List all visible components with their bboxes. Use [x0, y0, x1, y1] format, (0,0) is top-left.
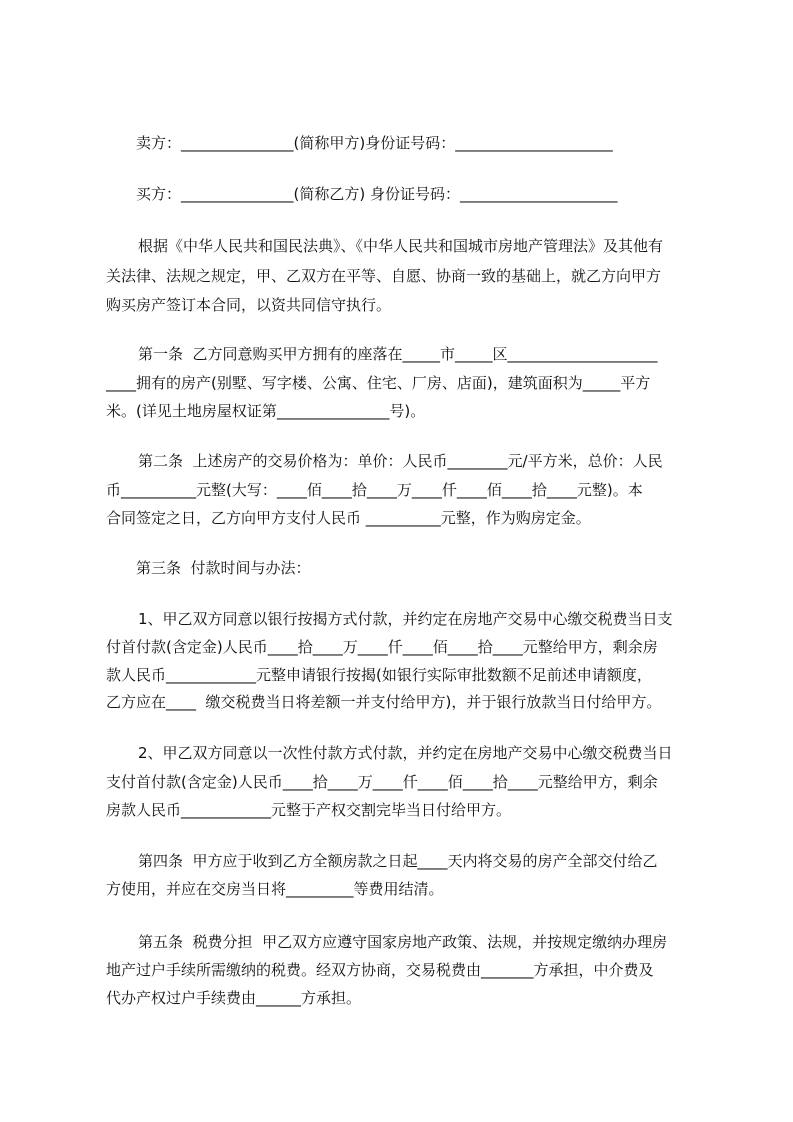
article2-line-1: 第二条 上述房产的交易价格为：单价：人民币________元/平方米，总价：人民	[138, 452, 663, 470]
article2-line-2: 币__________元整(大写：____佰____拾____万____仟____佰____拾____元整)。本	[106, 481, 643, 499]
article4-line-2: 方使用，并应在交房当日将_________等费用结清。	[106, 880, 444, 898]
article1-line-1: 第一条 乙方同意购买甲方拥有的座落在_____市_____区____________________	[138, 345, 658, 363]
article5-line-1: 第五条 税费分担 甲乙双方应遵守国家房地产政策、法规，并按规定缴纳办理房	[138, 933, 668, 951]
article3-item1-line-4: 乙方应在____ 缴交税费当日将差额一并支付给甲方)，并于银行放款当日付给甲方。	[106, 693, 662, 711]
seller-line: 卖方：_______________(简称甲方)身份证号码：_____________________	[136, 134, 613, 152]
article5-line-2: 地产过户手续所需缴纳的税费。经双方协商，交易税费由_______方承担，中介费及	[106, 961, 654, 979]
article3-item1-line-1: 1、甲乙双方同意以银行按揭方式付款，并约定在房地产交易中心缴交税费当日支	[138, 610, 673, 628]
article1-line-2: ____拥有的房产(别墅、写字楼、公寓、住宅、厂房、店面)，建筑面积为_____平方	[106, 374, 651, 392]
article5-line-3: 代办产权过户手续费由______方承担。	[106, 989, 362, 1007]
article3-item1-line-3: 款人民币____________元整申请银行按揭(如银行实际审批数额不足前述申请额度，	[106, 666, 652, 684]
article1-line-3: 米。(详见土地房屋权证第_______________号)。	[106, 402, 426, 420]
article3-item1-line-2: 付首付款(含定金)人民币____拾____万____仟____佰____拾____元整给甲方，剩余房	[106, 638, 658, 656]
article3-item2-line-2: 支付首付款(含定金)人民币____拾____万____仟____佰____拾____元整给甲方，剩余	[106, 773, 658, 791]
preamble-line-1: 根据《中华人民共和国民法典》、《中华人民共和国城市房地产管理法》及其他有	[138, 237, 664, 255]
article4-line-1: 第四条 甲方应于收到乙方全额房款之日起____天内将交易的房产全部交付给乙	[138, 852, 658, 870]
buyer-line: 买方：_______________(简称乙方) 身份证号码：_____________________	[136, 185, 618, 203]
article3-item2-line-1: 2、甲乙双方同意以一次性付款方式付款，并约定在房地产交易中心缴交税费当日	[138, 744, 673, 762]
article3-item2-line-3: 房款人民币____________元整于产权交割完毕当日付给甲方。	[106, 801, 512, 819]
article3-title: 第三条 付款时间与办法：	[136, 559, 311, 577]
preamble-line-2: 关法律、法规之规定，甲、乙双方在平等、自愿、协商一致的基础上，就乙方向甲方	[106, 267, 662, 285]
article2-line-3: 合同签定之日，乙方向甲方支付人民币 __________元整，作为购房定金。	[106, 509, 591, 527]
preamble-line-3: 购买房产签订本合同，以资共同信守执行。	[106, 296, 392, 314]
